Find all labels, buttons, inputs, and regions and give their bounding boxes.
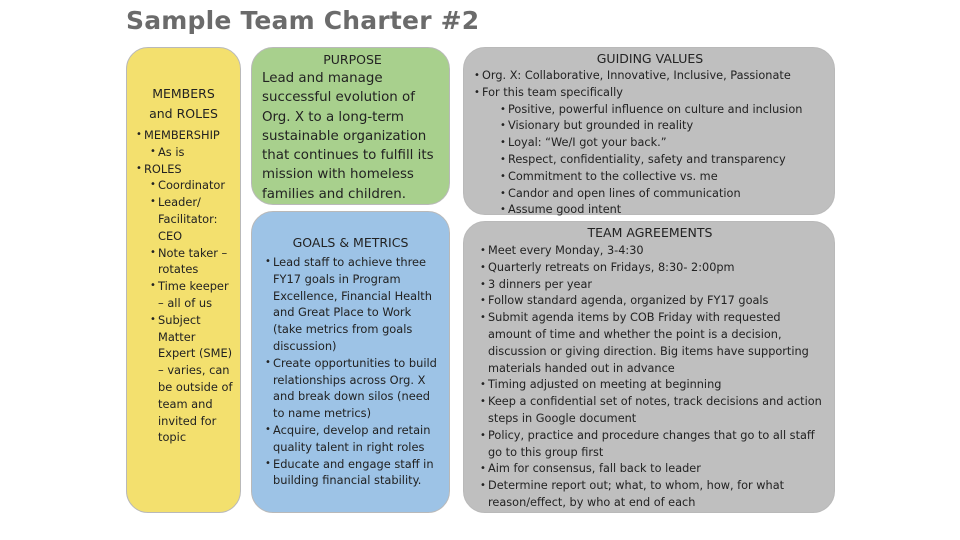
members-heading xyxy=(131,84,236,124)
list-item: • Note taker – rotates xyxy=(158,245,236,279)
team-agreements-panel xyxy=(463,221,835,513)
list-item: • Determine report out; what, to whom, how, for what reason/effect, by who at end of each xyxy=(488,478,826,512)
list-item: • Coordinator xyxy=(158,177,236,194)
members-roles-panel xyxy=(126,47,241,513)
list-item: • Timing adjusted on meeting at beginning xyxy=(488,377,826,394)
list-item: • Candor and open lines of communication xyxy=(508,186,826,203)
list-item: • Lead staff to achieve three FY17 goals in Program Excellence, Financial Health and Great Place to Work (take metrics from goals discussion) xyxy=(273,254,443,355)
page-title: Sample Team Charter #2 xyxy=(126,6,480,35)
goals-heading: GOALS & METRICS xyxy=(292,235,409,250)
list-item: • Policy, practice and procedure changes that go to all staff go to this group first xyxy=(488,428,826,462)
purpose-heading: PURPOSE xyxy=(323,52,382,67)
list-item: • Submit agenda items by COB Friday with requested amount of time and whether the point is a decision, discussion or giving direction. Big items have supporting materials handed out in advance xyxy=(488,310,826,377)
goals-list xyxy=(258,254,443,489)
membership-sublist xyxy=(144,144,236,161)
list-item: • Respect, confidentiality, safety and transparency xyxy=(508,152,826,169)
list-item: • Assume good intent xyxy=(508,202,826,219)
list-item xyxy=(144,161,236,447)
goals-metrics-panel xyxy=(251,211,450,513)
values-sublist xyxy=(474,102,826,220)
list-item: • Subject Matter Expert (SME) – varies, can be outside of team and invited for topic xyxy=(158,312,236,446)
list-item: • Aim for consensus, fall back to leader xyxy=(488,461,826,478)
roles-label: ROLES xyxy=(144,161,182,176)
members-heading-line1: MEMBERS xyxy=(152,86,215,101)
list-item: • Acquire, develop and retain quality talent in right roles xyxy=(273,422,443,456)
list-item: • Loyal: “We/I got your back.” xyxy=(508,135,826,152)
list-item: • Commitment to the collective vs. me xyxy=(508,169,826,186)
roles-sublist xyxy=(144,177,236,446)
list-item: • Positive, powerful influence on culture and inclusion xyxy=(508,102,826,119)
guiding-values-panel xyxy=(463,47,835,215)
list-item: • Keep a confidential set of notes, track decisions and action steps in Google document xyxy=(488,394,826,428)
list-item xyxy=(144,127,236,161)
list-item: • For this team specifically xyxy=(482,85,826,102)
list-item: • 3 dinners per year xyxy=(488,277,826,294)
list-item: • Educate and engage staff in building financial stability. xyxy=(273,456,443,490)
values-heading: GUIDING VALUES xyxy=(596,51,704,66)
list-item: • Meet every Monday, 3-4:30 xyxy=(488,243,826,260)
list-item: • Quarterly retreats on Fridays, 8:30- 2:00pm xyxy=(488,260,826,277)
agreements-list xyxy=(474,243,826,512)
members-list xyxy=(131,127,236,446)
list-item: • Time keeper – all of us xyxy=(158,278,236,312)
list-item: • Org. X: Collaborative, Innovative, Inclusive, Passionate xyxy=(482,68,826,85)
list-item: • Visionary but grounded in reality xyxy=(508,118,826,135)
list-item: • Follow standard agenda, organized by FY17 goals xyxy=(488,293,826,310)
values-list xyxy=(474,68,826,102)
list-item: • Leader/ Facilitator: CEO xyxy=(158,194,236,244)
membership-label: MEMBERSHIP xyxy=(144,128,220,142)
agreements-heading: TEAM AGREEMENTS xyxy=(587,225,713,240)
purpose-panel xyxy=(251,47,450,205)
members-heading-line2: and ROLES xyxy=(149,106,218,121)
purpose-body: Lead and manage successful evolution of Org. X to a long-term sustainable organization that continues to fulfill its mission with homeless families and children. xyxy=(262,71,434,202)
list-item: • Create opportunities to build relationships across Org. X and break down silos (need to name metrics) xyxy=(273,355,443,422)
list-item: • As is xyxy=(158,144,236,161)
